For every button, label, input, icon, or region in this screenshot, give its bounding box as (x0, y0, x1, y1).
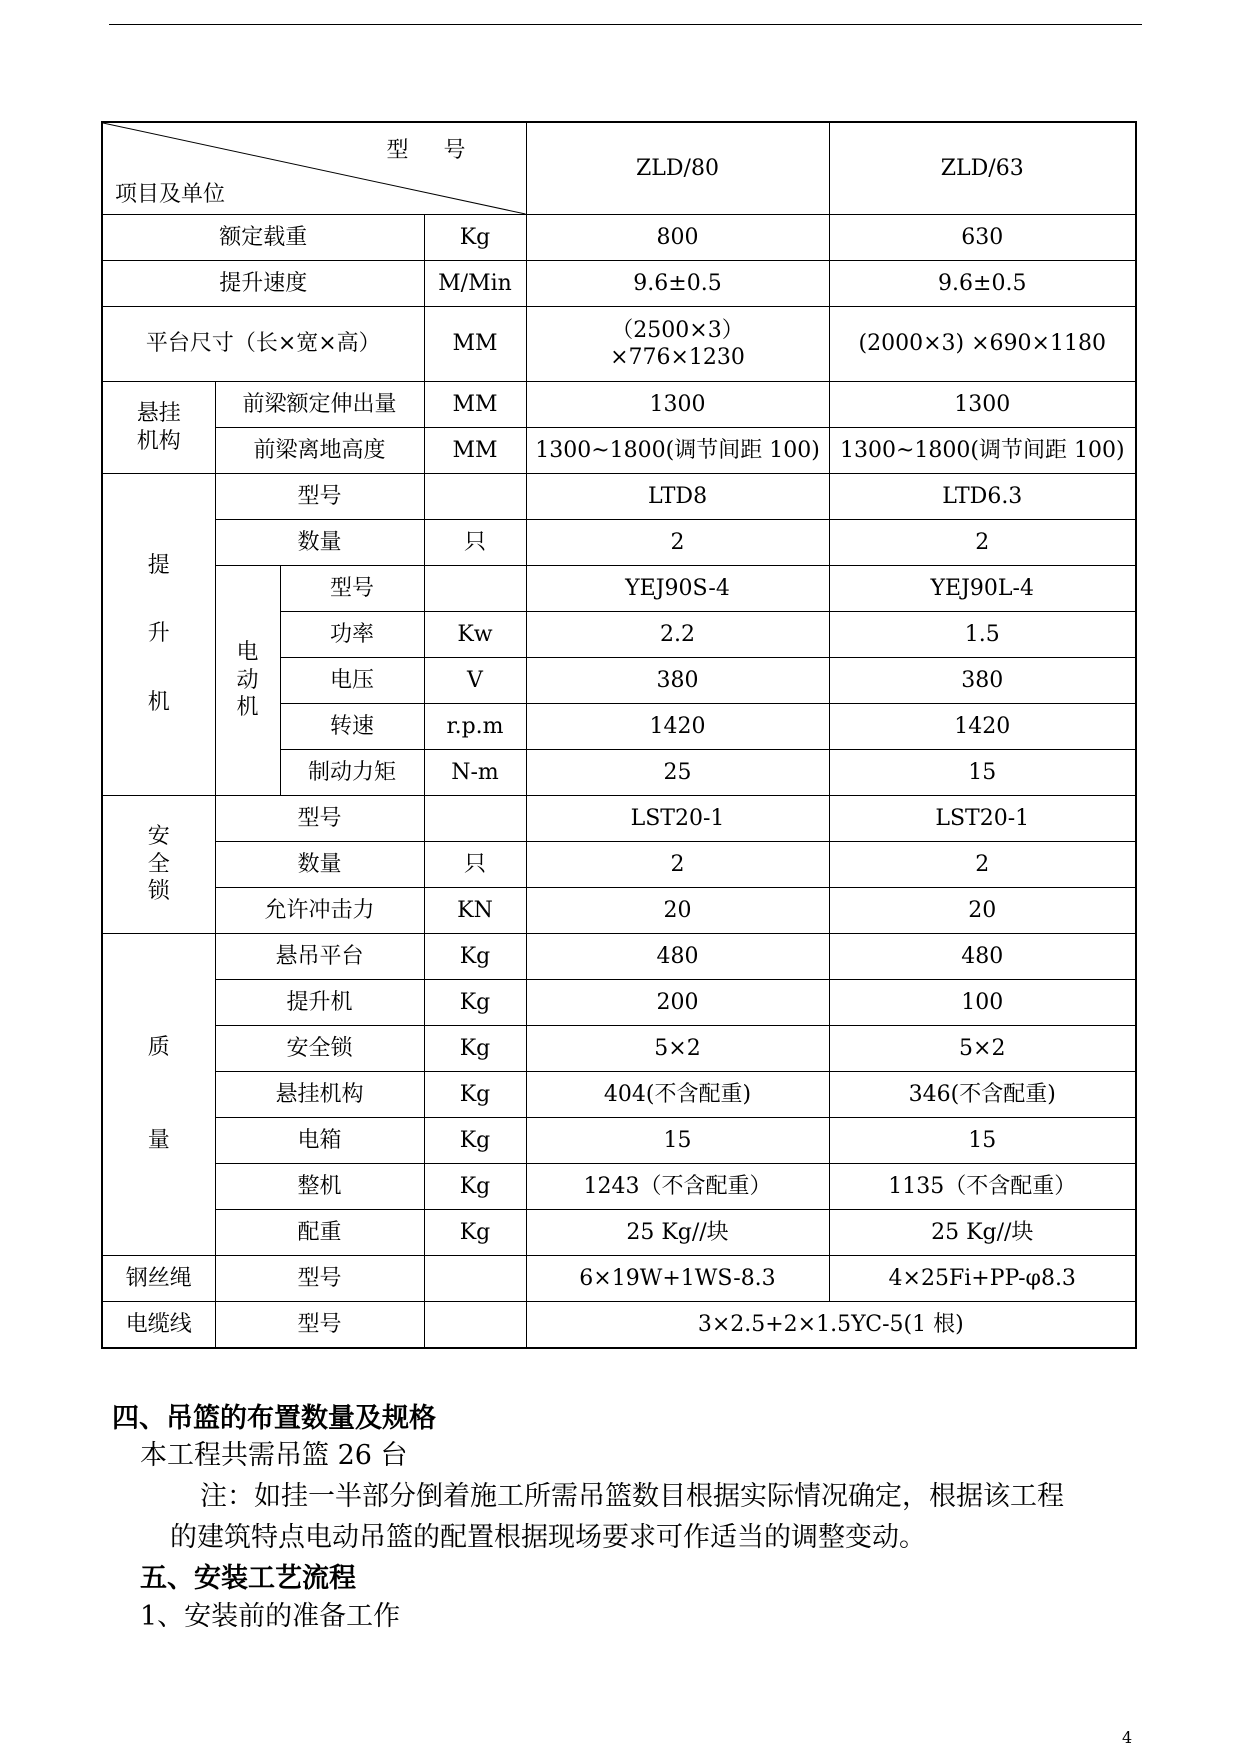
row-unit: Kg (424, 1026, 526, 1072)
row-unit: KN (424, 888, 526, 934)
row-value-2: LST20-1 (829, 796, 1136, 842)
row-label: 型号 (215, 1302, 424, 1349)
row-value-1: YEJ90S-4 (526, 566, 829, 612)
row-value-1: 2 (526, 842, 829, 888)
row-value-1: 1420 (526, 704, 829, 750)
section-5-heading: 五、安装工艺流程 (140, 1563, 356, 1594)
table-row (102, 1302, 1136, 1349)
safety-lock-group-label: 安 全 锁 (102, 796, 215, 934)
table-row (102, 1210, 1136, 1256)
row-value-2: LTD6.3 (829, 474, 1136, 520)
table-row (102, 307, 1136, 382)
row-value-2: 25 Kg//块 (829, 1210, 1136, 1256)
section-5-item-1: 1、安装前的准备工作 (140, 1601, 401, 1632)
row-value-2: (2000×3) ×690×1180 (829, 307, 1136, 382)
row-value-2: 15 (829, 1118, 1136, 1164)
row-value-2: 630 (829, 215, 1136, 261)
table-row (102, 1026, 1136, 1072)
row-unit: 只 (424, 842, 526, 888)
row-value-2: 1.5 (829, 612, 1136, 658)
row-value-1: 200 (526, 980, 829, 1026)
table-row (102, 888, 1136, 934)
table-row (102, 382, 1136, 428)
table-row (102, 934, 1136, 980)
page-number: 4 (1122, 1728, 1133, 1747)
row-unit: 只 (424, 520, 526, 566)
row-value-merged: 3×2.5+2×1.5YC-5(1 根) (526, 1302, 1136, 1349)
row-value-2: 380 (829, 658, 1136, 704)
table-row (102, 261, 1136, 307)
row-unit: Kg (424, 215, 526, 261)
row-label: 提升速度 (102, 261, 424, 307)
motor-group-label: 电 动 机 (215, 566, 280, 796)
row-label: 转速 (280, 704, 424, 750)
row-label: 平台尺寸（长×宽×高） (102, 307, 424, 382)
table-row (102, 566, 1136, 612)
model-header-1: ZLD/80 (526, 122, 829, 215)
header-item-label: 项目及单位 (115, 181, 226, 207)
row-value-1: 1300 (526, 382, 829, 428)
row-value-1: 9.6±0.5 (526, 261, 829, 307)
row-value-2: 9.6±0.5 (829, 261, 1136, 307)
row-label: 前梁额定伸出量 (215, 382, 424, 428)
table-row (102, 1164, 1136, 1210)
row-unit: MM (424, 307, 526, 382)
row-label: 配重 (215, 1210, 424, 1256)
row-value-1: 20 (526, 888, 829, 934)
section-4-heading: 四、吊篮的布置数量及规格 (112, 1403, 436, 1434)
row-unit (424, 474, 526, 520)
table-row (102, 796, 1136, 842)
row-value-2: 1300~1800(调节间距 100) (829, 428, 1136, 474)
section-4-note-line-1: 注：如挂一半部分倒着施工所需吊篮数目根据实际情况确定，根据该工程 (200, 1481, 1064, 1512)
row-value-2: 346(不含配重) (829, 1072, 1136, 1118)
row-unit: N-m (424, 750, 526, 796)
row-value-2: 2 (829, 842, 1136, 888)
table-row (102, 1072, 1136, 1118)
row-unit: Kg (424, 934, 526, 980)
row-value-2: 15 (829, 750, 1136, 796)
row-unit: V (424, 658, 526, 704)
row-unit: MM (424, 382, 526, 428)
hoist-group-label: 提 升 机 (102, 474, 215, 796)
row-value-2: 1300 (829, 382, 1136, 428)
row-value-1: 15 (526, 1118, 829, 1164)
row-label: 悬挂机构 (215, 1072, 424, 1118)
row-unit (424, 796, 526, 842)
table-row (102, 1256, 1136, 1302)
row-value-1: 2.2 (526, 612, 829, 658)
row-label: 额定载重 (102, 215, 424, 261)
row-value-1: 25 (526, 750, 829, 796)
row-unit (424, 1302, 526, 1349)
row-label: 悬吊平台 (215, 934, 424, 980)
row-unit (424, 566, 526, 612)
row-value-1: 480 (526, 934, 829, 980)
diagonal-header-cell (102, 122, 526, 215)
row-label: 电压 (280, 658, 424, 704)
row-value-2: 480 (829, 934, 1136, 980)
row-unit: Kw (424, 612, 526, 658)
row-unit: M/Min (424, 261, 526, 307)
row-value-1: 404(不含配重) (526, 1072, 829, 1118)
model-header-2: ZLD/63 (829, 122, 1136, 215)
section-4-line-1: 本工程共需吊篮 26 台 (140, 1440, 408, 1471)
row-value-2: 1420 (829, 704, 1136, 750)
header-row (102, 122, 1136, 215)
row-label: 安全锁 (215, 1026, 424, 1072)
row-unit (424, 1256, 526, 1302)
section-4-note-line-2: 的建筑特点电动吊篮的配置根据现场要求可作适当的调整变动。 (170, 1522, 926, 1553)
row-value-1: 800 (526, 215, 829, 261)
mass-group-label: 质 量 (102, 934, 215, 1256)
row-label: 功率 (280, 612, 424, 658)
row-label: 型号 (215, 796, 424, 842)
row-value-2: 20 (829, 888, 1136, 934)
row-label: 型号 (280, 566, 424, 612)
spec-table (101, 121, 1137, 1349)
row-value-1: LTD8 (526, 474, 829, 520)
suspension-group-label: 悬挂 机构 (102, 382, 215, 474)
table-row (102, 842, 1136, 888)
row-unit: Kg (424, 1072, 526, 1118)
table-row (102, 215, 1136, 261)
row-label: 电箱 (215, 1118, 424, 1164)
row-label: 型号 (215, 1256, 424, 1302)
row-value-1: 380 (526, 658, 829, 704)
row-value-1: （2500×3） ×776×1230 (526, 307, 829, 382)
row-value-1: 6×19W+1WS-8.3 (526, 1256, 829, 1302)
row-value-1: 2 (526, 520, 829, 566)
header-model-label: 型 号 (386, 138, 480, 163)
row-value-2: 100 (829, 980, 1136, 1026)
table-row (102, 428, 1136, 474)
row-label: 型号 (215, 474, 424, 520)
row-label: 提升机 (215, 980, 424, 1026)
row-unit: Kg (424, 1118, 526, 1164)
table-row (102, 474, 1136, 520)
row-value-1: 25 Kg//块 (526, 1210, 829, 1256)
row-value-1: 1243（不含配重） (526, 1164, 829, 1210)
row-label: 允许冲击力 (215, 888, 424, 934)
row-unit: MM (424, 428, 526, 474)
row-unit: Kg (424, 1164, 526, 1210)
cable-group-label: 电缆线 (102, 1302, 215, 1349)
row-value-1: 1300~1800(调节间距 100) (526, 428, 829, 474)
table-row (102, 1118, 1136, 1164)
row-unit: Kg (424, 1210, 526, 1256)
wire-rope-group-label: 钢丝绳 (102, 1256, 215, 1302)
row-value-1: 5×2 (526, 1026, 829, 1072)
row-label: 数量 (215, 520, 424, 566)
row-value-2: YEJ90L-4 (829, 566, 1136, 612)
row-label: 制动力矩 (280, 750, 424, 796)
row-value-1: LST20-1 (526, 796, 829, 842)
row-value-2: 4×25Fi+PP-φ8.3 (829, 1256, 1136, 1302)
table-row (102, 980, 1136, 1026)
row-value-2: 2 (829, 520, 1136, 566)
table-row (102, 520, 1136, 566)
row-label: 整机 (215, 1164, 424, 1210)
row-label: 前梁离地高度 (215, 428, 424, 474)
row-value-2: 5×2 (829, 1026, 1136, 1072)
row-label: 数量 (215, 842, 424, 888)
row-unit: r.p.m (424, 704, 526, 750)
row-value-2: 1135（不含配重） (829, 1164, 1136, 1210)
header-rule (109, 24, 1142, 25)
row-unit: Kg (424, 980, 526, 1026)
